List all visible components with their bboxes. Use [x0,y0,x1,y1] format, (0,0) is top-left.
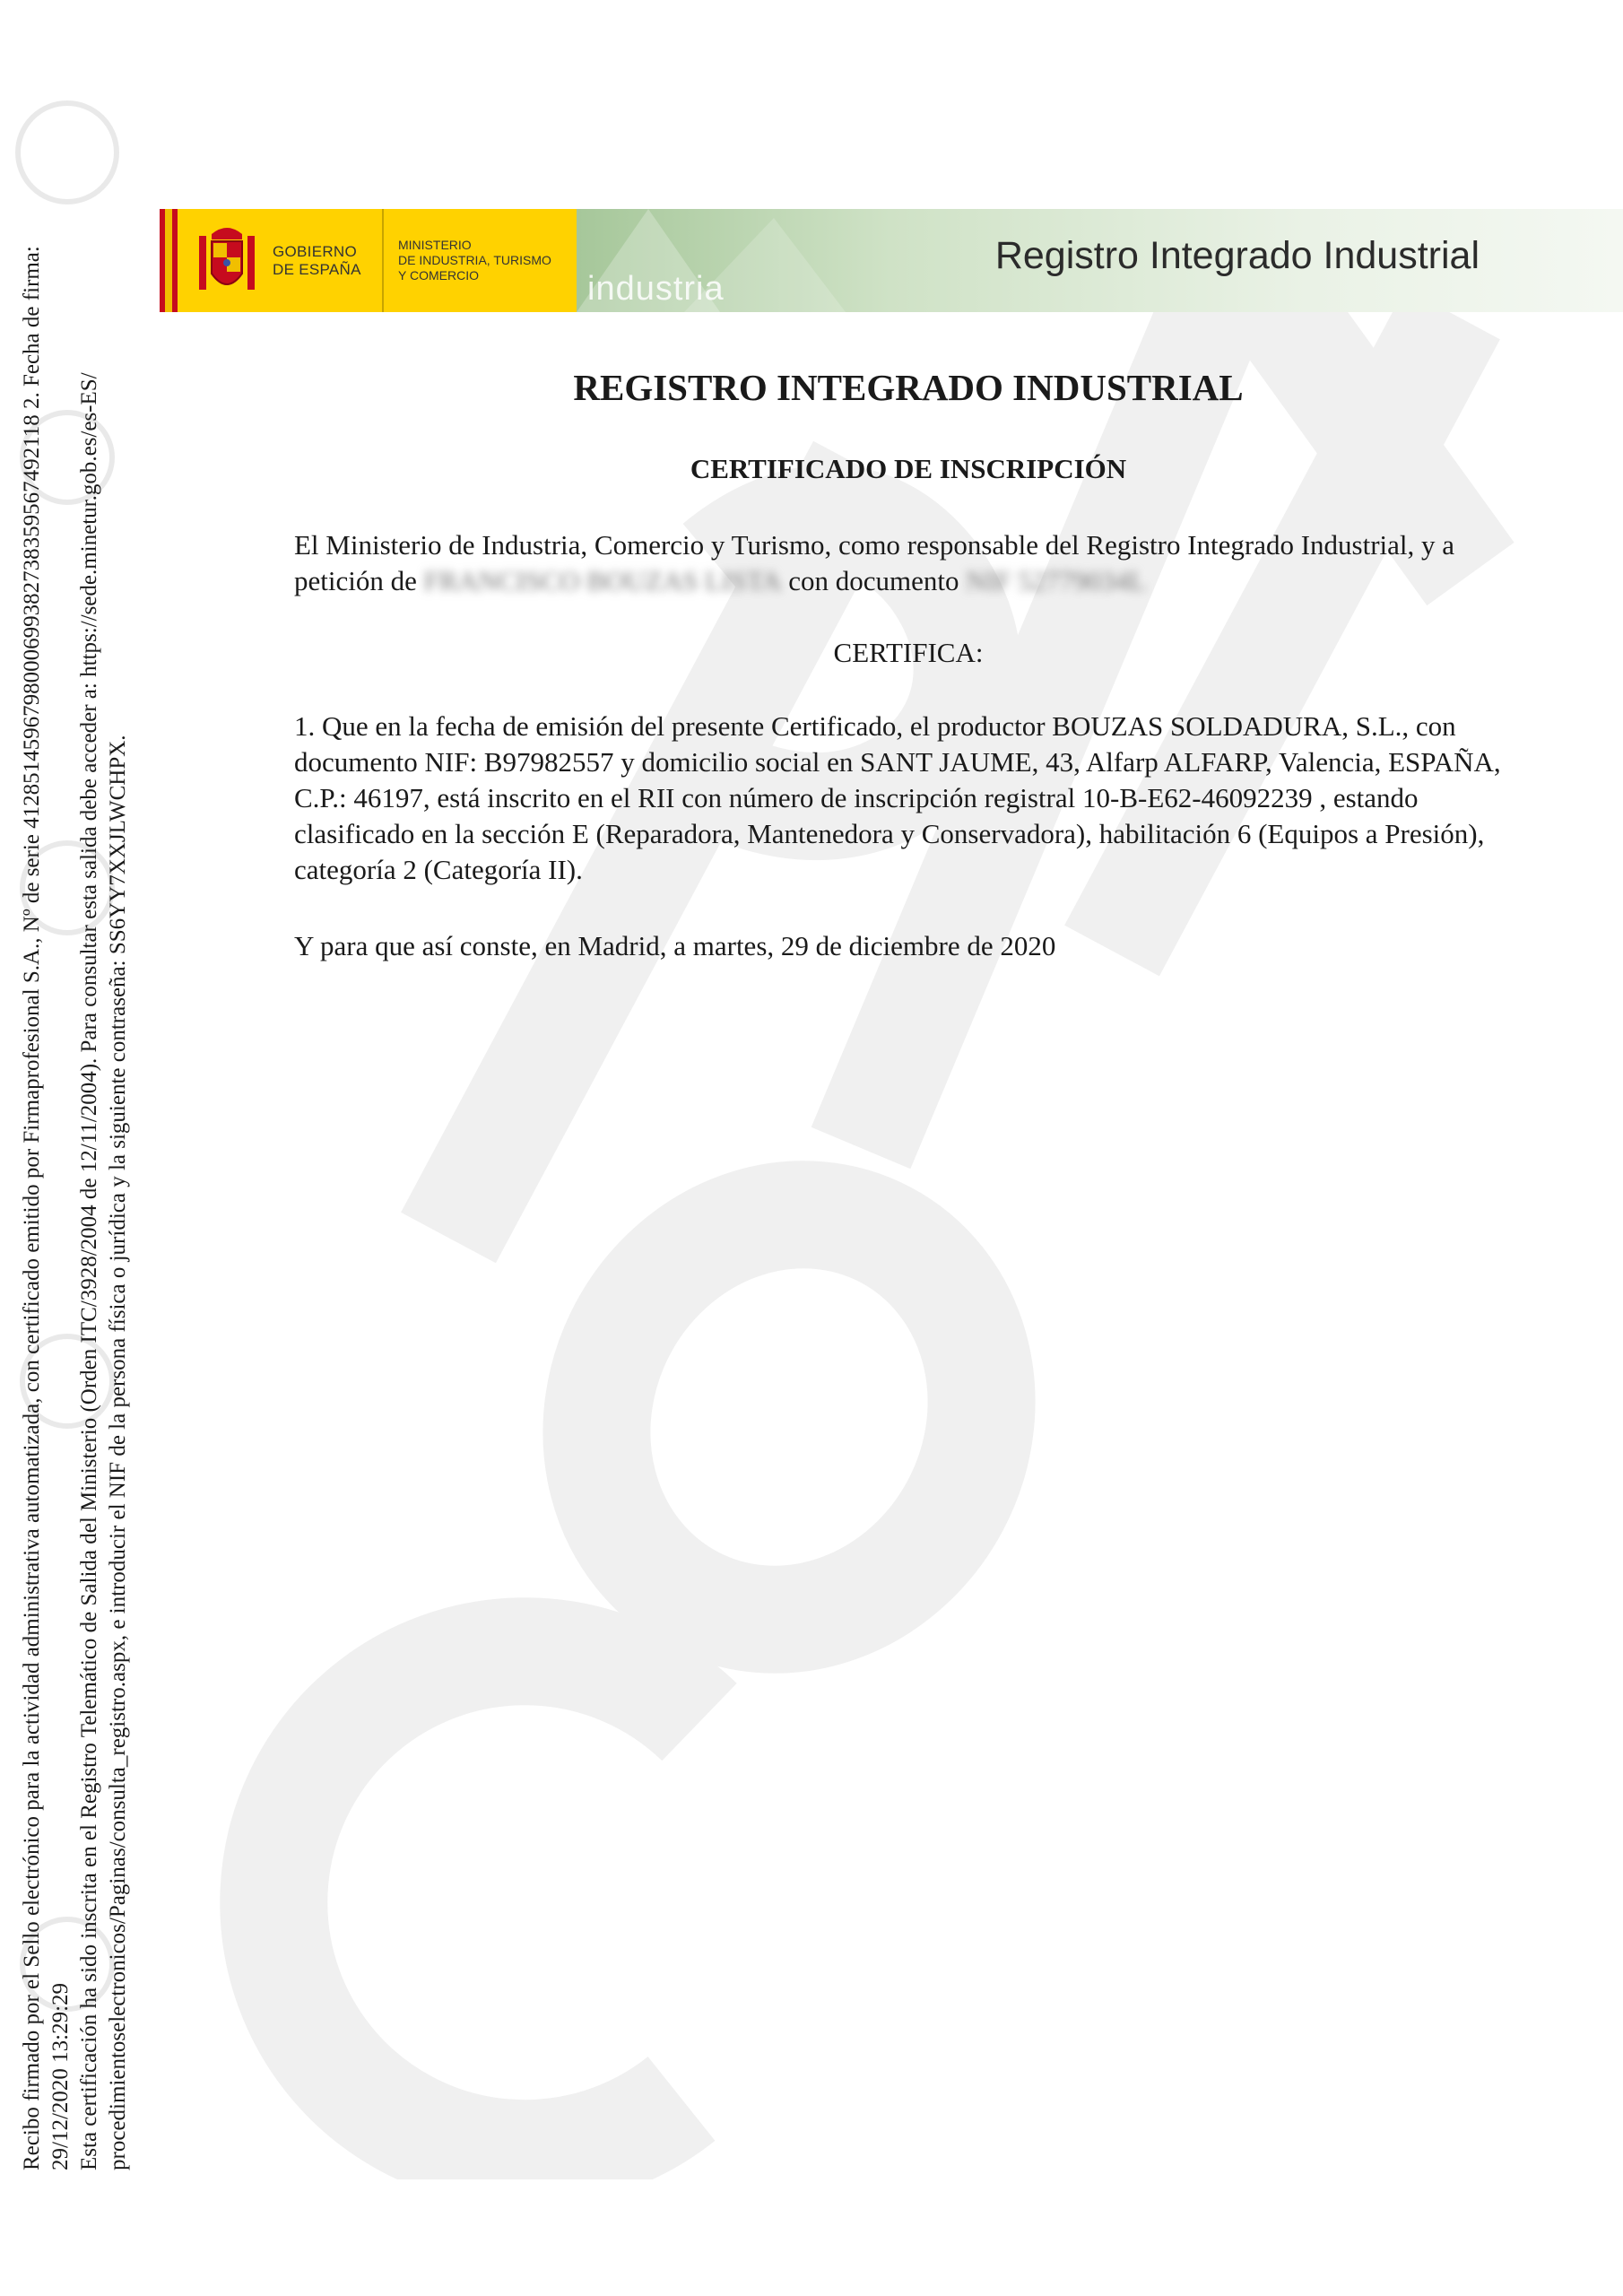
gobierno-line-1: GOBIERNO [273,242,358,260]
ministerio-line-1: MINISTERIO [398,238,472,252]
redacted-name: FRANCISCO BOUZAS LISTA [423,565,782,596]
ministerio-line-2: DE INDUSTRIA, TURISMO [398,253,551,267]
ministerio-block [384,209,577,312]
paragraph-closing: Y para que así conste, en Madrid, a martes, 29 de diciembre de 2020 [294,930,1056,961]
gobierno-block [178,209,384,312]
paragraph-certification: 1. Que en la fecha de emisión del presente Certificado, el productor BOUZAS SOLDADURA, S.L., con documento NIF: B97982557 y domicilio social en SANT JAUME, 43, Alfarp ALFARP, Valencia, ESPAÑA, C.P.: 46197, está inscrito en el RII con número de inscripción registral 10-B-E62-46092239 , estando clasificado en la sección E (Reparadora, Mantenedora y Conservadora), habilitación 6 (Equipos a Presión), categoría 2 (Categoría II). [294,710,1501,885]
document-title: REGISTRO INTEGRADO INDUSTRIAL [573,367,1244,408]
flag-strip [160,209,178,312]
industria-block [577,209,1623,312]
banner-title: Registro Integrado Industrial [994,234,1480,277]
side-line-1: Recibo firmado por el Sello electrónico para la actividad administrativa automatizada, con certificado emitido por Firmaprofesional S.A., Nº de serie 4128514596798000699382738359567492118 2. Fecha de firma: [20,246,44,2170]
paragraph-request [294,527,1524,599]
request-text-b: con documento [788,565,959,596]
redacted-document: NIF 52779034L [966,565,1146,596]
document-subtitle: CERTIFICADO DE INSCRIPCIÓN [690,453,1127,484]
side-line-2: 29/12/2020 13:29:29 [48,1982,73,2170]
coat-of-arms-icon [194,218,260,304]
request-text-a: El Ministerio de Industria, Comercio y Turismo, como responsable del Registro Integrado Industrial, y a petición de [294,529,1455,596]
certifica-heading: CERTIFICA: [833,637,984,668]
side-line-4: procedimientoselectronicos/Paginas/consulta_registro.aspx, e introducir el NIF de la persona física o jurídica y la siguiente contraseña: SS6YY7XXJLWCHPX. [106,735,130,2170]
header-banner [160,209,1623,312]
industria-word: industria [587,270,725,308]
side-legal-text [18,36,133,2170]
ministerio-line-3: Y COMERCIO [398,268,479,283]
side-line-3: Esta certificación ha sido inscrita en el Registro Telemático de Salida del Ministerio (Orden ITC/3928/2004 de 12/11/2004). Para consultar esta salida debe acceder a: https://sede.minetur.gob.es/es-ES/ [77,372,101,2170]
gobierno-line-2: DE ESPAÑA [273,260,361,278]
